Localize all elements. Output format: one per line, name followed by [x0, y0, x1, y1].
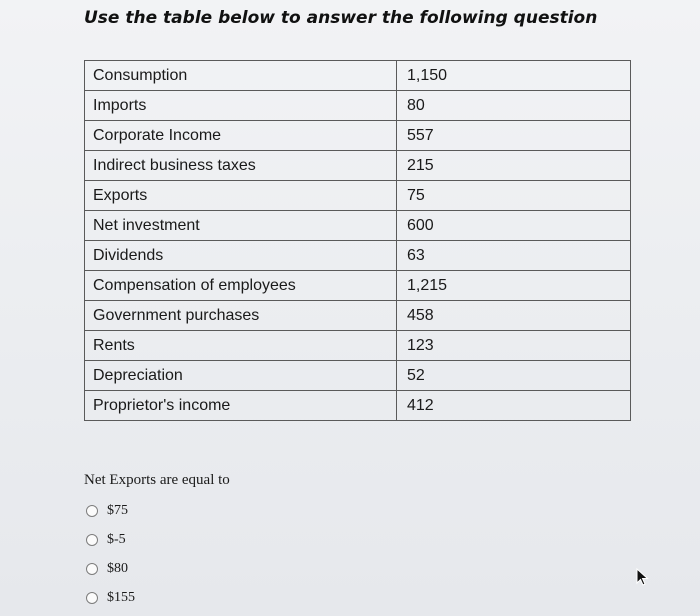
row-label: Exports [85, 181, 397, 211]
table-row [85, 391, 631, 421]
table-row [85, 331, 631, 361]
answer-option-label: $-5 [107, 531, 126, 547]
table-row [85, 181, 631, 211]
instructions-heading: Use the table below to answer the following question [84, 8, 598, 28]
question-prompt: Net Exports are equal to [84, 472, 230, 488]
table-row [85, 361, 631, 391]
table-row [85, 91, 631, 121]
row-label: Net investment [85, 211, 397, 241]
answer-options [86, 496, 135, 612]
row-label: Compensation of employees [85, 271, 397, 301]
table-row [85, 61, 631, 91]
answer-option[interactable] [86, 583, 135, 612]
table-row [85, 211, 631, 241]
row-label: Government purchases [85, 301, 397, 331]
row-value: 557 [397, 121, 631, 151]
row-label: Corporate Income [85, 121, 397, 151]
answer-option[interactable] [86, 554, 135, 583]
row-label: Consumption [85, 61, 397, 91]
radio-button[interactable] [86, 592, 98, 604]
row-value: 1,150 [397, 61, 631, 91]
answer-option[interactable] [86, 496, 135, 525]
row-value: 600 [397, 211, 631, 241]
row-value: 458 [397, 301, 631, 331]
radio-button[interactable] [86, 505, 98, 517]
row-value: 215 [397, 151, 631, 181]
radio-button[interactable] [86, 563, 98, 575]
table-row [85, 301, 631, 331]
data-table [84, 60, 631, 421]
answer-option-label: $75 [107, 502, 128, 518]
row-label: Imports [85, 91, 397, 121]
row-value: 123 [397, 331, 631, 361]
row-label: Depreciation [85, 361, 397, 391]
row-label: Proprietor's income [85, 391, 397, 421]
table-row [85, 241, 631, 271]
row-value: 52 [397, 361, 631, 391]
row-value: 1,215 [397, 271, 631, 301]
row-value: 80 [397, 91, 631, 121]
answer-option[interactable] [86, 525, 135, 554]
radio-button[interactable] [86, 534, 98, 546]
row-label: Dividends [85, 241, 397, 271]
row-value: 75 [397, 181, 631, 211]
table-row [85, 121, 631, 151]
row-value: 63 [397, 241, 631, 271]
mouse-pointer-icon [636, 568, 650, 586]
table-row [85, 151, 631, 181]
row-label: Rents [85, 331, 397, 361]
answer-option-label: $80 [107, 560, 128, 576]
table-row [85, 271, 631, 301]
row-label: Indirect business taxes [85, 151, 397, 181]
answer-option-label: $155 [107, 589, 135, 605]
row-value: 412 [397, 391, 631, 421]
